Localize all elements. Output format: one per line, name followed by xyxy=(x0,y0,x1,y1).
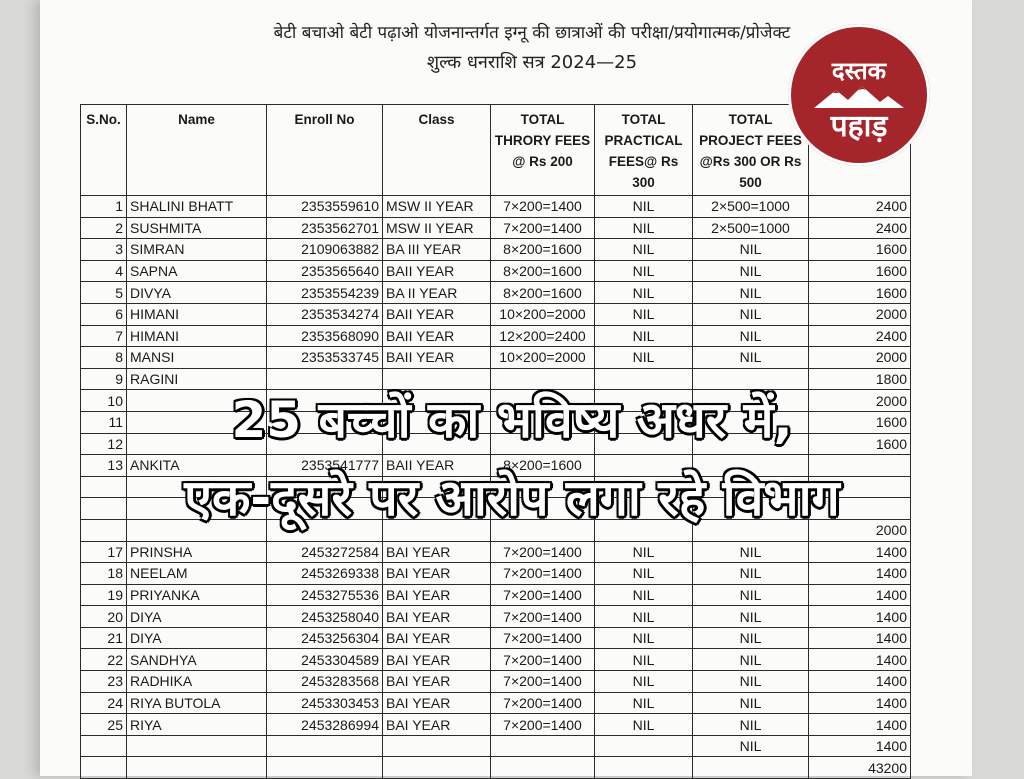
cell-student-name: DIVYA xyxy=(127,282,267,304)
table-row xyxy=(81,671,911,693)
cell-student-name xyxy=(127,757,267,779)
cell-sno: 21 xyxy=(81,627,127,649)
cell-total-fees: 1400 xyxy=(809,692,911,714)
cell-theory-fees: 8×200=1600 xyxy=(491,282,595,304)
cell-student-name: RAGINI xyxy=(127,368,267,390)
cell-student-name: DIYA xyxy=(127,627,267,649)
column-header-sno: S.No. xyxy=(81,105,127,196)
cell-class: MSW II YEAR xyxy=(383,217,491,239)
cell-sno: 3 xyxy=(81,239,127,261)
headline-line-2: एक-दूसरे पर आरोप लगा रहे विभाग xyxy=(184,469,840,527)
cell-total-fees: 1400 xyxy=(809,584,911,606)
cell-enroll-no: 2353565640 xyxy=(267,260,383,282)
cell-project-fees: NIL xyxy=(693,692,809,714)
cell-enroll-no: 2453275536 xyxy=(267,584,383,606)
cell-class xyxy=(383,757,491,779)
cell-theory-fees: 10×200=2000 xyxy=(491,347,595,369)
cell-theory-fees xyxy=(491,735,595,757)
cell-theory-fees: 7×200=1400 xyxy=(491,584,595,606)
cell-sno: 20 xyxy=(81,606,127,628)
cell-enroll-no: 2353559610 xyxy=(267,196,383,218)
cell-practical-fees: NIL xyxy=(595,692,693,714)
cell-total-fees: 1600 xyxy=(809,411,911,433)
cell-student-name: PRINSHA xyxy=(127,541,267,563)
cell-total-fees: 1600 xyxy=(809,433,911,455)
cell-project-fees: NIL xyxy=(693,239,809,261)
cell-total-fees: 2400 xyxy=(809,217,911,239)
cell-practical-fees: NIL xyxy=(595,196,693,218)
cell-sno: 2 xyxy=(81,217,127,239)
cell-enroll-no: 2353554239 xyxy=(267,282,383,304)
cell-enroll-no: 2453258040 xyxy=(267,606,383,628)
cell-project-fees: NIL xyxy=(693,347,809,369)
column-header-practical-fees: TOTAL PRACTICAL FEES@ Rs 300 xyxy=(595,105,693,196)
cell-class: BAII YEAR xyxy=(383,455,491,477)
cell-theory-fees: 7×200=1400 xyxy=(491,627,595,649)
cell-theory-fees: 7×200=1400 xyxy=(491,196,595,218)
cell-total-fees: 1600 xyxy=(809,260,911,282)
cell-total-fees: 2000 xyxy=(809,390,911,412)
cell-project-fees: NIL xyxy=(693,735,809,757)
cell-theory-fees: 8×200=1600 xyxy=(491,239,595,261)
table-row xyxy=(81,282,911,304)
cell-sno: 11 xyxy=(81,411,127,433)
cell-class: BAI YEAR xyxy=(383,584,491,606)
cell-class: BAI YEAR xyxy=(383,671,491,693)
cell-total-fees: 2400 xyxy=(809,196,911,218)
column-header-class: Class xyxy=(383,105,491,196)
cell-class: BAI YEAR xyxy=(383,692,491,714)
column-header-project-fees: TOTAL PROJECT FEES @Rs 300 OR Rs 500 xyxy=(693,105,809,196)
cell-practical-fees: NIL xyxy=(595,347,693,369)
table-row xyxy=(81,217,911,239)
cell-enroll-no: 2109063882 xyxy=(267,239,383,261)
cell-enroll-no xyxy=(267,757,383,779)
cell-sno: 18 xyxy=(81,563,127,585)
cell-sno: 6 xyxy=(81,303,127,325)
cell-theory-fees: 7×200=1400 xyxy=(491,671,595,693)
cell-sno: 12 xyxy=(81,433,127,455)
cell-student-name: SIMRAN xyxy=(127,239,267,261)
cell-theory-fees: 7×200=1400 xyxy=(491,714,595,736)
cell-student-name: MANSI xyxy=(127,347,267,369)
column-header-theory-fees: TOTAL THRORY FEES @ Rs 200 xyxy=(491,105,595,196)
cell-sno: 9 xyxy=(81,368,127,390)
column-header-enroll: Enroll No xyxy=(267,105,383,196)
cell-total-fees: 43200 xyxy=(809,757,911,779)
cell-class: BAI YEAR xyxy=(383,563,491,585)
cell-project-fees: NIL xyxy=(693,303,809,325)
cell-student-name: RADHIKA xyxy=(127,671,267,693)
cell-practical-fees xyxy=(595,757,693,779)
cell-enroll-no: 2453269338 xyxy=(267,563,383,585)
cell-total-fees: 2400 xyxy=(809,325,911,347)
table-row xyxy=(81,303,911,325)
cell-sno: 19 xyxy=(81,584,127,606)
cell-class: BAII YEAR xyxy=(383,303,491,325)
cell-sno: 1 xyxy=(81,196,127,218)
cell-sno: 7 xyxy=(81,325,127,347)
cell-project-fees: NIL xyxy=(693,714,809,736)
cell-enroll-no: 2353541777 xyxy=(267,455,383,477)
cell-sno xyxy=(81,757,127,779)
cell-total-fees: 1400 xyxy=(809,735,911,757)
cell-practical-fees: NIL xyxy=(595,239,693,261)
cell-enroll-no xyxy=(267,735,383,757)
cell-class: BAI YEAR xyxy=(383,541,491,563)
cell-theory-fees xyxy=(491,757,595,779)
cell-total-fees: 1400 xyxy=(809,541,911,563)
cell-practical-fees: NIL xyxy=(595,282,693,304)
cell-theory-fees: 7×200=1400 xyxy=(491,692,595,714)
cell-student-name: DIYA xyxy=(127,606,267,628)
table-row xyxy=(81,649,911,671)
cell-enroll-no: 2353568090 xyxy=(267,325,383,347)
cell-total-fees: 1400 xyxy=(809,649,911,671)
cell-class: BAI YEAR xyxy=(383,627,491,649)
cell-student-name: HIMANI xyxy=(127,303,267,325)
cell-project-fees: NIL xyxy=(693,260,809,282)
cell-project-fees: NIL xyxy=(693,282,809,304)
cell-total-fees: 1400 xyxy=(809,627,911,649)
cell-student-name: ANKITA xyxy=(127,455,267,477)
cell-class: BAI YEAR xyxy=(383,606,491,628)
document-heading-line-2: शुल्क धनराशि सत्र 2024—25 xyxy=(426,52,638,73)
cell-student-name: HIMANI xyxy=(127,325,267,347)
cell-practical-fees: NIL xyxy=(595,649,693,671)
cell-total-fees: 1400 xyxy=(809,563,911,585)
cell-student-name: RIYA xyxy=(127,714,267,736)
cell-total-fees: 1400 xyxy=(809,606,911,628)
cell-practical-fees: NIL xyxy=(595,563,693,585)
cell-total-fees: 1600 xyxy=(809,239,911,261)
table-row xyxy=(81,692,911,714)
cell-class: BAI YEAR xyxy=(383,714,491,736)
cell-project-fees: 2×500=1000 xyxy=(693,217,809,239)
cell-student-name: RIYA BUTOLA xyxy=(127,692,267,714)
cell-total-fees: 2000 xyxy=(809,347,911,369)
cell-class: BA II YEAR xyxy=(383,282,491,304)
table-row xyxy=(81,196,911,218)
cell-total-fees: 1600 xyxy=(809,282,911,304)
cell-practical-fees: NIL xyxy=(595,260,693,282)
cell-practical-fees: NIL xyxy=(595,217,693,239)
logo-text-bottom: पहाड़ xyxy=(830,109,888,144)
cell-practical-fees: NIL xyxy=(595,714,693,736)
cell-theory-fees: 7×200=1400 xyxy=(491,563,595,585)
cell-class: BAII YEAR xyxy=(383,347,491,369)
cell-project-fees: NIL xyxy=(693,325,809,347)
cell-sno: 17 xyxy=(81,541,127,563)
cell-practical-fees: NIL xyxy=(595,606,693,628)
cell-class: MSW II YEAR xyxy=(383,196,491,218)
cell-project-fees: NIL xyxy=(693,606,809,628)
cell-total-fees: 1800 xyxy=(809,368,911,390)
cell-project-fees: NIL xyxy=(693,541,809,563)
cell-sno: 4 xyxy=(81,260,127,282)
cell-enroll-no: 2453256304 xyxy=(267,627,383,649)
cell-theory-fees: 7×200=1400 xyxy=(491,541,595,563)
cell-practical-fees: NIL xyxy=(595,671,693,693)
cell-sno: 5 xyxy=(81,282,127,304)
table-row xyxy=(81,735,911,757)
table-row xyxy=(81,260,911,282)
cell-student-name: SUSHMITA xyxy=(127,217,267,239)
column-header-name: Name xyxy=(127,105,267,196)
document-heading-line-1: बेटी बचाओ बेटी पढ़ाओ योजनान्तर्गत इग्नू की छात्राओं की परीक्षा/प्रयोगात्मक/प्रोजेक्ट xyxy=(273,23,791,43)
cell-class: BAII YEAR xyxy=(383,325,491,347)
cell-theory-fees: 7×200=1400 xyxy=(491,606,595,628)
cell-enroll-no: 2353562701 xyxy=(267,217,383,239)
cell-class: BAII YEAR xyxy=(383,260,491,282)
cell-theory-fees: 7×200=1400 xyxy=(491,217,595,239)
cell-student-name: SHALINI BHATT xyxy=(127,196,267,218)
cell-sno xyxy=(81,735,127,757)
cell-total-fees: 2000 xyxy=(809,303,911,325)
cell-theory-fees: 7×200=1400 xyxy=(491,649,595,671)
cell-theory-fees: 8×200=1600 xyxy=(491,455,595,477)
cell-theory-fees: 10×200=2000 xyxy=(491,303,595,325)
cell-theory-fees: 12×200=2400 xyxy=(491,325,595,347)
cell-sno: 23 xyxy=(81,671,127,693)
cell-enroll-no: 2453272584 xyxy=(267,541,383,563)
table-row xyxy=(81,239,911,261)
cell-student-name: NEELAM xyxy=(127,563,267,585)
table-row xyxy=(81,584,911,606)
cell-class: BAI YEAR xyxy=(383,649,491,671)
cell-sno: 22 xyxy=(81,649,127,671)
table-row xyxy=(81,347,911,369)
cell-student-name: SAPNA xyxy=(127,260,267,282)
cell-project-fees: NIL xyxy=(693,584,809,606)
logo-text-top: दस्तक xyxy=(831,57,887,85)
cell-student-name: PRIYANKA xyxy=(127,584,267,606)
cell-sno: 13 xyxy=(81,455,127,477)
cell-practical-fees: NIL xyxy=(595,303,693,325)
cell-sno: 10 xyxy=(81,390,127,412)
table-row xyxy=(81,541,911,563)
cell-theory-fees: 8×200=1600 xyxy=(491,260,595,282)
cell-practical-fees: NIL xyxy=(595,627,693,649)
cell-practical-fees xyxy=(595,735,693,757)
cell-enroll-no: 2353533745 xyxy=(267,347,383,369)
cell-sno: 8 xyxy=(81,347,127,369)
cell-total-fees: 2000 xyxy=(809,519,911,541)
cell-project-fees: NIL xyxy=(693,627,809,649)
table-row xyxy=(81,606,911,628)
cell-project-fees xyxy=(693,757,809,779)
headline-line-1: 25 बच्चों का भविष्य अधर में, xyxy=(231,391,793,449)
table-row xyxy=(81,627,911,649)
cell-total-fees: 1400 xyxy=(809,714,911,736)
cell-enroll-no: 2453283568 xyxy=(267,671,383,693)
cell-practical-fees: NIL xyxy=(595,541,693,563)
cell-practical-fees: NIL xyxy=(595,325,693,347)
cell-total-fees: 1400 xyxy=(809,671,911,693)
cell-student-name xyxy=(127,735,267,757)
table-row xyxy=(81,714,911,736)
cell-class: BA III YEAR xyxy=(383,239,491,261)
table-row xyxy=(81,563,911,585)
cell-sno: 25 xyxy=(81,714,127,736)
cell-project-fees: NIL xyxy=(693,649,809,671)
cell-project-fees: NIL xyxy=(693,671,809,693)
table-header-row xyxy=(81,105,911,196)
table-row xyxy=(81,325,911,347)
table-row xyxy=(81,757,911,779)
cell-enroll-no: 2453304589 xyxy=(267,649,383,671)
dastak-pahad-logo xyxy=(788,24,930,166)
cell-student-name: SANDHYA xyxy=(127,649,267,671)
cell-sno: 24 xyxy=(81,692,127,714)
cell-enroll-no: 2453286994 xyxy=(267,714,383,736)
cell-class xyxy=(383,735,491,757)
cell-project-fees: 2×500=1000 xyxy=(693,196,809,218)
cell-project-fees: NIL xyxy=(693,563,809,585)
cell-enroll-no: 2453303453 xyxy=(267,692,383,714)
cell-enroll-no: 2353534274 xyxy=(267,303,383,325)
cell-practical-fees: NIL xyxy=(595,584,693,606)
